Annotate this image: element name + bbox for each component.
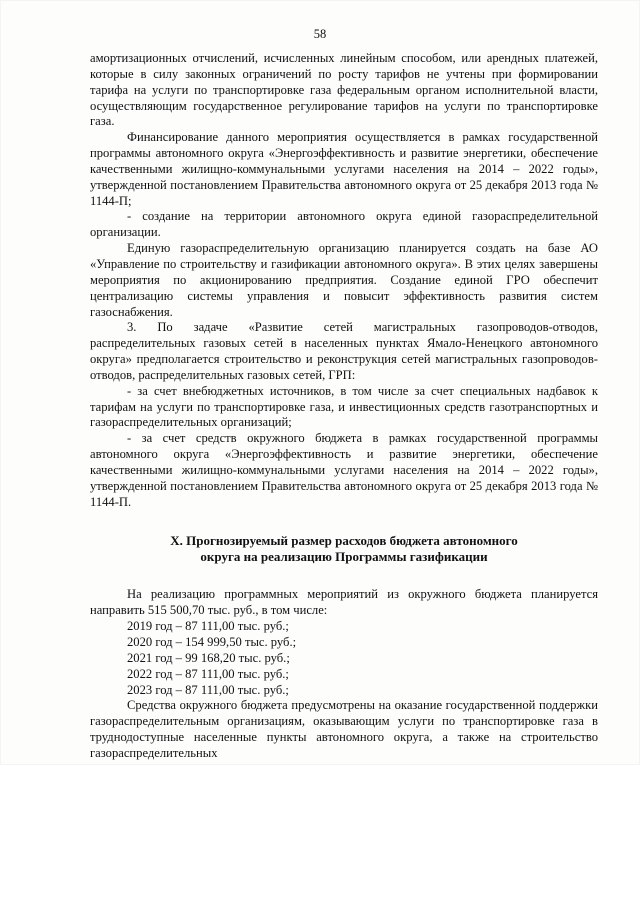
paragraph-district-budget: - за счет средств окружного бюджета в рамках государственной программы автономного округа «Энергоэффективность и развитие энергетики, обеспечение качественными жилищно-коммунальными услугами населения на 2014 – 2022 годы», утвержденной постановлением Правительства автономного округа от 25 декабря 2013 года № 1144-П. — [90, 431, 598, 509]
section-heading — [90, 533, 598, 565]
paragraph-task-3: 3. По задаче «Развитие сетей магистральных газопроводов-отводов, распределительных газовых сетей в населенных пунктах Ямало-Ненецкого автономного округа» предполагается строительство и реконструкция сетей магистральных газопроводов-отводов, распределительных газовых сетей, ГРП: — [90, 320, 598, 382]
paragraph-financing: Финансирование данного мероприятия осуществляется в рамках государственной программы автономного округа «Энергоэффективность и развитие энергетики, обеспечение качественными жилищно-коммунальными услугами населения на 2014 – 2022 годы», утвержденной постановлением Правительства автономного округа от 25 декабря 2013 года № 1144-П; — [90, 130, 598, 208]
year-item: 2020 год – 154 999,50 тыс. руб.; — [127, 635, 297, 649]
year-item: 2023 год – 87 111,00 тыс. руб.; — [127, 682, 289, 697]
paragraph-gro-basis: Единую газораспределительную организацию планируется создать на базе АО «Управление по строительству и газификации автономного округа». В этих целях завершены мероприятия по акционированию предприятия. Создание единой ГРО обеспечит централизацию системы управления и повысит эффективность развития систем газоснабжения. — [90, 241, 598, 319]
page-number: 58 — [313, 27, 327, 41]
section-heading-line-1: X. Прогнозируемый размер расходов бюджета автономного — [170, 533, 518, 549]
paragraph-amortization: амортизационных отчислений, исчисленных линейным способом, или арендных платежей, которые в силу законных ограничений по росту тарифов не учтены при формировании тарифа на услуги по транспортировке газа федеральным органом исполнительной власти, осуществляющим государственное регулирование тарифов на услуги по транспортировке газа. — [90, 51, 598, 129]
year-item: 2019 год – 87 111,00 тыс. руб.; — [127, 619, 289, 634]
document-body — [90, 51, 598, 762]
paragraph-extrabudgetary: - за счет внебюджетных источников, в том числе за счет специальных надбавок к тарифам на услуги по транспортировке газа, и инвестиционных средств газотранспортных и газораспределительных организаций; — [90, 383, 598, 430]
year-item: 2022 год – 87 111,00 тыс. руб.; — [127, 666, 289, 681]
paragraph-create-gro: - создание на территории автономного округа единой газораспределительной организации. — [90, 209, 598, 240]
year-item: 2021 год – 99 168,20 тыс. руб.; — [127, 650, 290, 665]
paragraph-support-funds: Средства окружного бюджета предусмотрены на оказание государственной поддержки газораспределительным организациям, оказывающим услуги по транспортировке газа в труднодоступные населенные пункты автономного округа, а также на строительство газораспределительных — [90, 698, 598, 760]
paragraph-budget-total: На реализацию программных мероприятий из окружного бюджета планируется направить 515 500,70 тыс. руб., в том числе: — [90, 587, 598, 618]
section-heading-line-2: округа на реализацию Программы газификации — [200, 549, 488, 565]
